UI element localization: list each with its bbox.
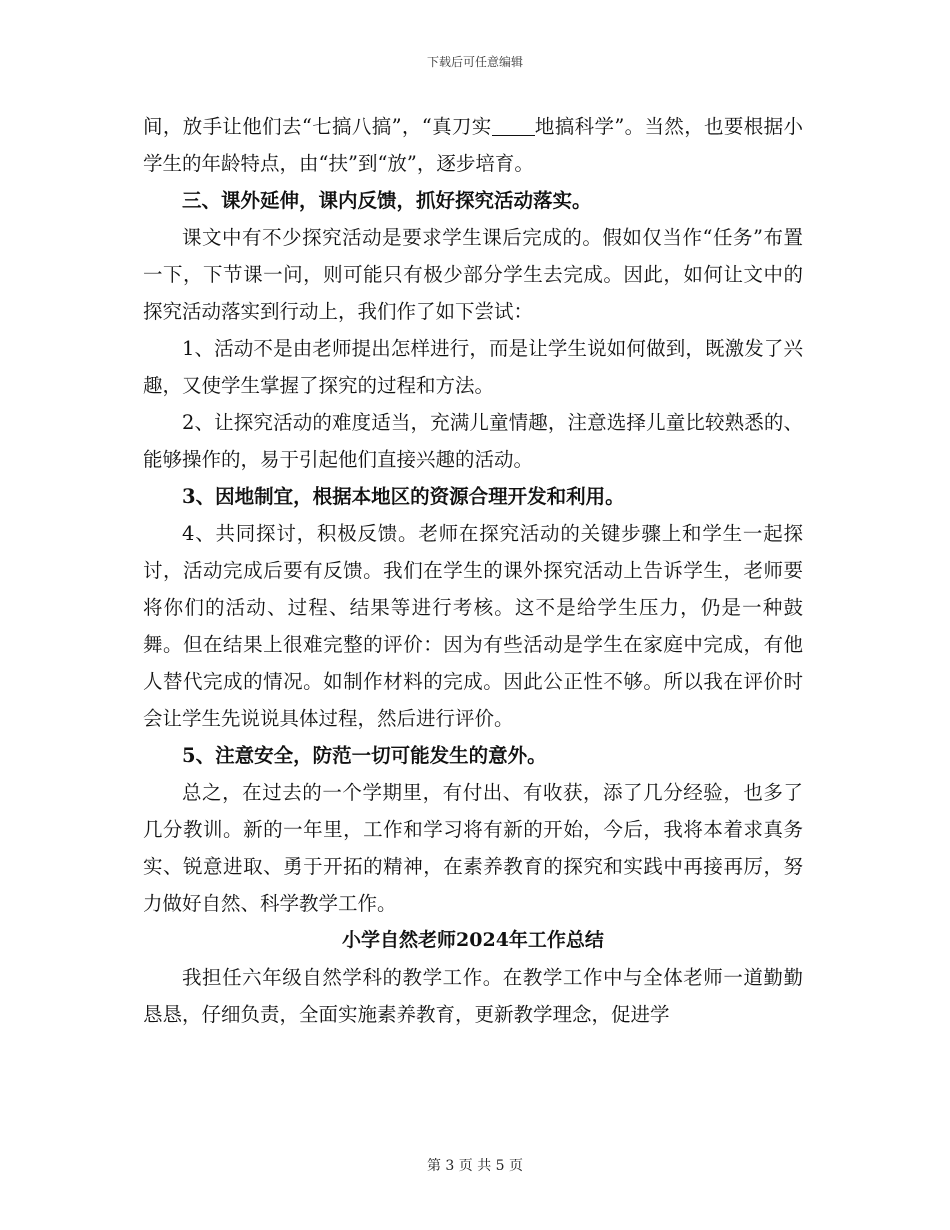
- list-item-4: 4、共同探讨，积极反馈。老师在探究活动的关键步骤上和学生一起探讨，活动完成后要有反馈。我们在学生的课外探究活动上告诉学生，老师要将你们的活动、过程、结果等进行考核。这不是给学生压力，仍是一种鼓舞。但在结果上很难完整的评价：因为有些活动是学生在家庭中完成，有他人替代完成的情况。如制作材料的完成。因此公正性不够。所以我在评价时会让学生先说说具体过程，然后进行评价。: [143, 522, 803, 730]
- intro-paragraph: 我担任六年级自然学科的教学工作。在教学工作中与全体老师一道勤勤恳恳，仔细负责，全面实施素养教育，更新教学理念，促进学: [143, 966, 803, 1026]
- summary-paragraph: 总之，在过去的一个学期里，有付出、有收获，添了几分经验，也多了几分教训。新的一年里，工作和学习将有新的开始，今后，我将本着求真务实、锐意进取、勇于开拓的精神，在素养教育的探究和实践中再接再厉，努力做好自然、科学教学工作。: [143, 781, 803, 915]
- document-title: 小学自然老师2024年工作总结: [342, 929, 604, 951]
- paragraph-1: [143, 108, 803, 182]
- section-heading-3: 三、课外延伸，课内反馈，抓好探究活动落实。: [182, 189, 592, 212]
- page-footer: 第 3 页 共 5 页: [426, 1158, 524, 1174]
- document-body: [143, 108, 803, 1033]
- paragraph-2: 课文中有不少探究活动是要求学生课后完成的。假如仅当作“任务”布置一下，下节课一问，则可能只有极少部分学生去完成。因此，如何让文中的探究活动落实到行动上，我们作了如下尝试：: [143, 226, 803, 323]
- paragraph-1-start: 间，放手让他们去“七搞八搞”，“真刀实: [143, 115, 492, 138]
- list-item-3: 3、因地制宜，根据本地区的资源合理开发和利用。: [182, 485, 625, 508]
- list-item-2: 2、让探究活动的难度适当，充满儿童情趣，注意选择儿童比较熟悉的、能够操作的，易于引起他们直接兴趣的活动。: [143, 411, 803, 471]
- fill-blank: [492, 116, 535, 137]
- page-header: 下载后可任意编辑: [426, 55, 523, 69]
- list-item-1: 1、活动不是由老师提出怎样进行，而是让学生说如何做到，既激发了兴趣，又使学生掌握了探究的过程和方法。: [143, 337, 803, 397]
- paragraph-1-end: 地搞科学”。当然，也要根据小学生的年龄特点，由“扶”到“放”，逐步培育。: [143, 115, 803, 175]
- list-item-5: 5、注意安全，防范一切可能发生的意外。: [182, 744, 547, 767]
